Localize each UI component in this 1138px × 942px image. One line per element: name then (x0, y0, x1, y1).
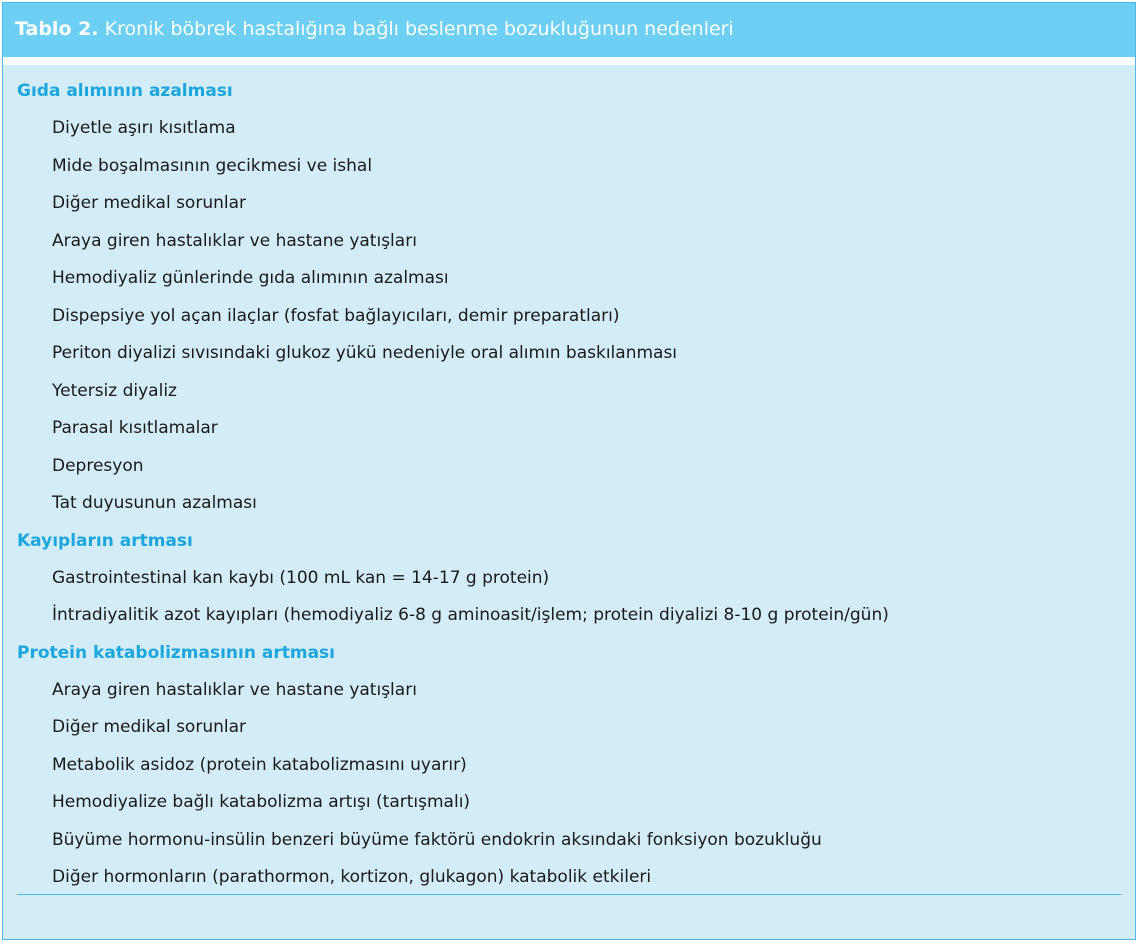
list-item: Hemodiyaliz günlerinde gıda alımının azalması (52, 268, 449, 288)
list-item: Diyetle aşırı kısıtlama (52, 118, 236, 138)
list-item: Araya giren hastalıklar ve hastane yatışları (52, 230, 417, 251)
list-item: Tat duyusunun azalması (52, 493, 257, 513)
list-item: Depresyon (52, 455, 144, 476)
list-item: Diğer medikal sorunlar (52, 717, 247, 737)
list-item: Yetersiz diyaliz (52, 380, 177, 401)
title-separator (3, 57, 1135, 65)
list-item: Hemodiyalize bağlı katabolizma artışı (tartışmalı) (52, 792, 471, 812)
list-item: İntradiyalitik azot kayıpları (hemodiyaliz 6-8 g aminoasit/işlem; protein diyalizi 8-10 g protein/gün) (52, 605, 889, 625)
section-heading: Protein katabolizmasının artması (17, 642, 335, 663)
table-number: Tablo 2. (15, 18, 99, 40)
list-item: Mide boşalmasının gecikmesi ve ishal (52, 155, 373, 176)
list-item: Araya giren hastalıklar ve hastane yatışları (52, 679, 417, 700)
table-content (3, 73, 1135, 897)
bottom-divider (17, 894, 1121, 895)
table-caption: Kronik böbrek hastalığına bağlı beslenme bozukluğunun nedenleri (104, 18, 734, 40)
table-frame (2, 2, 1136, 940)
list-item: Dispepsiye yol açan ilaçlar (fosfat bağlayıcıları, demir preparatları) (52, 305, 620, 326)
list-item: Metabolik asidoz (protein katabolizmasını uyarır) (52, 754, 467, 775)
list-item: Periton diyalizi sıvısındaki glukoz yükü nedeniyle oral alımın baskılanması (52, 343, 678, 363)
list-item: Büyüme hormonu-insülin benzeri büyüme faktörü endokrin aksındaki fonksiyon bozukluğu (52, 829, 822, 850)
list-item: Parasal kısıtlamalar (52, 418, 218, 438)
list-item: Diğer medikal sorunlar (52, 193, 247, 213)
section-heading: Kayıpların artması (17, 530, 193, 551)
list-item: Gastrointestinal kan kaybı (100 mL kan = 14-17 g protein) (52, 567, 550, 588)
list-item: Diğer hormonların (parathormon, kortizon, glukagon) katabolik etkileri (52, 867, 652, 887)
table-body (3, 65, 1135, 939)
section-heading: Gıda alımının azalması (17, 81, 233, 101)
table-title (3, 3, 1135, 57)
